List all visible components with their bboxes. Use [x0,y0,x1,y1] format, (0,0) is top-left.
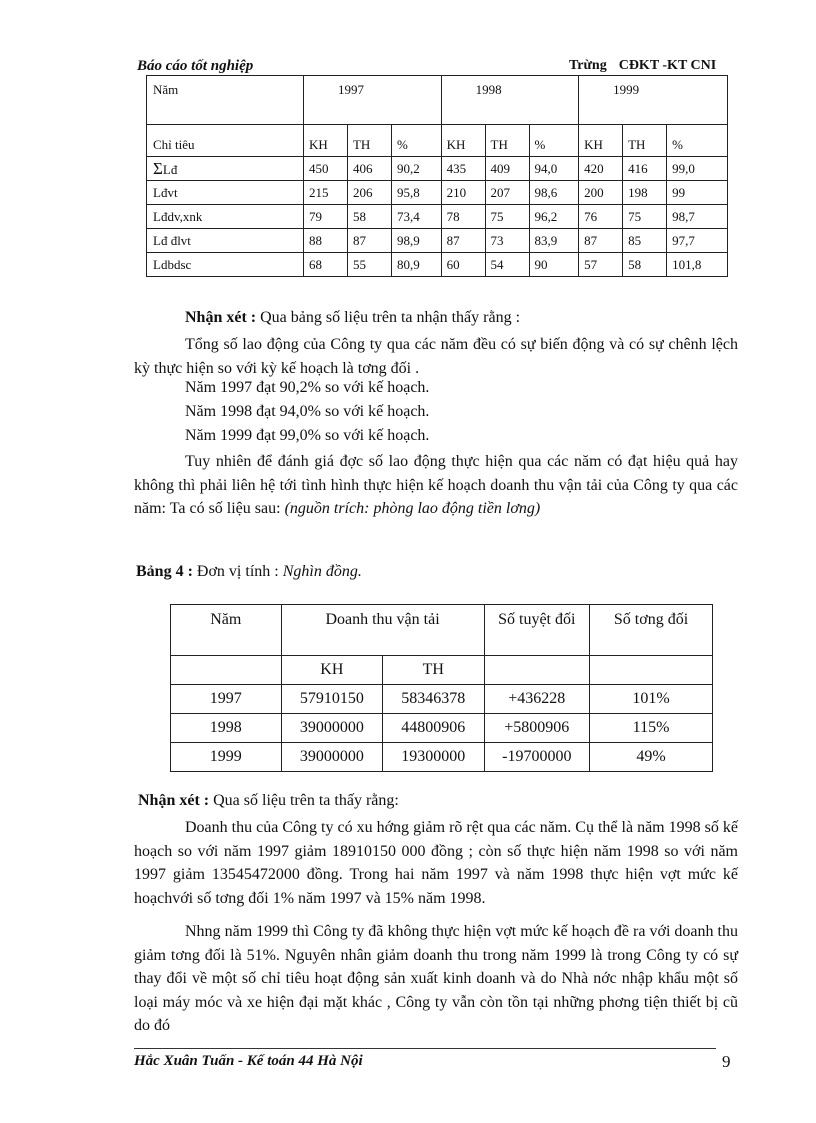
table-row [147,253,728,277]
data-cell: 19300000 [383,743,484,772]
header-cell: Năm [171,605,282,656]
header-school [569,58,716,74]
data-cell: -19700000 [484,743,590,772]
data-cell: 68 [304,253,348,277]
data-cell: +5800906 [484,714,590,743]
data-cell: 78 [441,205,485,229]
data-cell: 1998 [171,714,282,743]
subhead-cell: % [391,125,441,157]
data-cell: 73,4 [391,205,441,229]
table-row [171,685,713,714]
data-cell: 115% [590,714,713,743]
table2-caption-text: Đơn vị tính : [192,563,283,580]
remark2-heading [138,792,399,810]
table2-caption [136,563,362,581]
header-cell: Doanh thu vận tải [281,605,484,656]
year-cell: 1998 [441,76,579,125]
header-school-prefix: Trừng [569,58,607,73]
row-label: Lđvt [147,181,304,205]
page-number: 9 [722,1052,731,1071]
data-cell: 435 [441,157,485,181]
revenue-table [170,604,713,772]
table-row [171,605,713,656]
data-cell: +436228 [484,685,590,714]
subhead-cell: TH [485,125,529,157]
subhead-cell: KH [281,656,382,685]
remark1-intro: Qua bảng số liệu trên ta nhận thấy rằng : [256,309,521,326]
table-row [147,229,728,253]
data-cell: 75 [485,205,529,229]
remark2-paragraph-2: Nhng năm 1999 thì Công ty đã không thực hiện vợt mức kế hoạch đề ra với doanh thu giảm tơng đối là 51%. Nguyên nhân giảm doanh thu trong năm 1999 là trong Công ty có sự thay đổi về một số chỉ tiêu hoạt động sản xuất kinh doanh và do Nhà nớc nhập khẩu một số loại máy móc và xe hiện đại mặt khác , Công ty vẫn còn tồn tại những phơng tiện thiết bị cũ do đó [134,923,738,1034]
data-cell: 58346378 [383,685,484,714]
year-label-cell: Năm [147,76,304,125]
data-cell: 58 [623,253,667,277]
table2-caption-label: Bảng 4 : [136,563,193,580]
data-cell: 200 [579,181,623,205]
remark1-paragraph-1: Tổng số lao động của Công ty qua các năm đều có sự biến động và có sự chênh lệch kỳ thực hiện so với kỳ kế hoạch là tơng đối . [134,336,738,377]
data-cell: 58 [347,205,391,229]
data-cell: 60 [441,253,485,277]
row-label: Lđ đlvt [147,229,304,253]
subhead-cell: KH [304,125,348,157]
data-cell: 39000000 [281,714,382,743]
data-cell: 99,0 [667,157,728,181]
year-cell: 1997 [304,76,442,125]
subhead-cell: TH [383,656,484,685]
subhead-cell: TH [623,125,667,157]
table-row [171,656,713,685]
data-cell: 210 [441,181,485,205]
data-cell: 87 [441,229,485,253]
data-cell: 87 [347,229,391,253]
data-cell: 83,9 [529,229,579,253]
footer-author: Hắc Xuân Tuấn - Kế toán 44 Hà Nội [134,1053,363,1069]
data-cell: 101,8 [667,253,728,277]
remark2-label: Nhận xét : [138,792,210,809]
data-cell: 95,8 [391,181,441,205]
remark1-heading [185,309,520,327]
data-cell: 101% [590,685,713,714]
subhead-cell: KH [579,125,623,157]
data-cell: 54 [485,253,529,277]
remark1-year-1998: Năm 1998 đạt 94,0% so với kế hoạch. [185,403,430,420]
table-row [147,157,728,181]
data-cell: 80,9 [391,253,441,277]
data-cell: 409 [485,157,529,181]
data-cell: 87 [579,229,623,253]
table-row [147,181,728,205]
empty-cell [171,656,282,685]
data-cell: 76 [579,205,623,229]
remark1-source: (nguồn trích: phòng lao động tiền lơng) [284,500,541,517]
data-cell: 198 [623,181,667,205]
year-cell: 1999 [579,76,728,125]
data-cell: 215 [304,181,348,205]
subhead-cell: % [667,125,728,157]
data-cell: 73 [485,229,529,253]
table-row [171,714,713,743]
row-label: Lđdv,xnk [147,205,304,229]
data-cell: 94,0 [529,157,579,181]
data-cell: 96,2 [529,205,579,229]
data-cell: 79 [304,205,348,229]
data-cell: 98,6 [529,181,579,205]
data-cell: 55 [347,253,391,277]
data-cell: 1997 [171,685,282,714]
remark2-intro: Qua số liệu trên ta thấy rằng: [209,792,399,809]
header-school-name: CĐKT -KT CNI [618,58,717,73]
subhead-cell: TH [347,125,391,157]
data-cell: 450 [304,157,348,181]
data-cell: 57910150 [281,685,382,714]
data-cell: 49% [590,743,713,772]
empty-cell [590,656,713,685]
remark1-paragraph-2 [134,450,738,521]
row-label-cell [147,157,304,181]
data-cell: 406 [347,157,391,181]
data-cell: 1999 [171,743,282,772]
table-row [147,205,728,229]
header-cell: Số tuyệt đối [484,605,590,656]
remark1-year-1997: Năm 1997 đạt 90,2% so với kế hoạch. [185,379,430,396]
footer-divider [134,1048,716,1049]
data-cell: 98,7 [667,205,728,229]
data-cell: 97,7 [667,229,728,253]
table-row [147,76,728,125]
remark1-label: Nhận xét : [185,309,257,326]
header-cell: Số tơng đối [590,605,713,656]
data-cell: 207 [485,181,529,205]
sigma-symbol: Σ [153,158,163,178]
subhead-cell: % [529,125,579,157]
data-cell: 206 [347,181,391,205]
table-row [147,125,728,157]
data-cell: 88 [304,229,348,253]
data-cell: 57 [579,253,623,277]
remark2-paragraph-1: Doanh thu của Công ty có xu hớng giảm rõ rệt qua các năm. Cụ thể là năm 1998 số kế hoạch so với năm 1997 giảm 18910150 000 đồng ; còn số thực hiện năm 1998 so với năm 1997 giảm 13545472000 đồng. Trong hai năm 1997 và năm 1998 thực hiện vợt mức kế hoạchvới số tơng đối 1% năm 1997 và 15% năm 1998. [134,819,738,907]
empty-cell [484,656,590,685]
row-label: Lđ [162,161,178,177]
subhead-cell: KH [441,125,485,157]
data-cell: 75 [623,205,667,229]
data-cell: 44800906 [383,714,484,743]
remark1-paragraph-2-text: Tuy nhiên để đánh giá đợc số lao động thực hiện qua các năm có đạt hiệu quả hay không thì phải liên hệ tới tình hình thực hiện kế hoạch doanh thu vận tải của Công ty qua các năm: Ta có số liệu sau: [134,453,738,517]
data-cell: 416 [623,157,667,181]
metric-label-cell: Chỉ tiêu [147,125,304,157]
data-cell: 98,9 [391,229,441,253]
data-cell: 90,2 [391,157,441,181]
table2-caption-unit: Nghìn đồng. [282,563,362,580]
data-cell: 90 [529,253,579,277]
header-report-title: Báo cáo tốt nghiệp [137,58,254,74]
data-cell: 99 [667,181,728,205]
remark1-year-1999: Năm 1999 đạt 99,0% so với kế hoạch. [185,427,430,444]
table-row [171,743,713,772]
row-label: Ldbdsc [147,253,304,277]
data-cell: 85 [623,229,667,253]
data-cell: 420 [579,157,623,181]
labor-table [146,75,728,277]
data-cell: 39000000 [281,743,382,772]
